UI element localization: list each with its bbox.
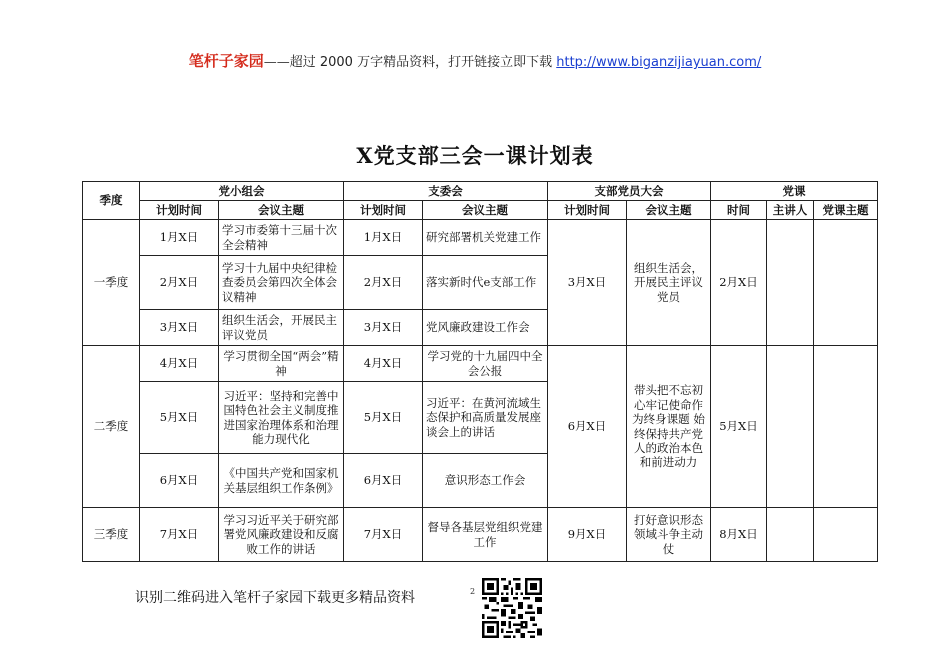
- group-time: 4月X日: [140, 346, 219, 382]
- group-topic: 学习习近平关于研究部署党风廉政建设和反腐败工作的讲话: [219, 508, 344, 562]
- banner-link[interactable]: http://www.biganzijiayuan.com/: [556, 55, 762, 70]
- committee-time: 4月X日: [344, 346, 423, 382]
- assembly-time: 6月X日: [548, 346, 627, 508]
- header-topic: 会议主题: [627, 201, 711, 220]
- committee-time: 1月X日: [344, 220, 423, 256]
- lesson-time: 8月X日: [711, 508, 767, 562]
- assembly-time: 9月X日: [548, 508, 627, 562]
- header-lesson-topic: 党课主题: [814, 201, 878, 220]
- group-time: 2月X日: [140, 256, 219, 310]
- committee-topic: 落实新时代e支部工作: [423, 256, 548, 310]
- header-plan-time: 计划时间: [140, 201, 219, 220]
- header-branch-committee: 支委会: [344, 182, 548, 201]
- header-party-lesson: 党课: [711, 182, 878, 201]
- document-title: X党支部三会一课计划表: [356, 143, 594, 168]
- lesson-time: 5月X日: [711, 346, 767, 508]
- header-party-group: 党小组会: [140, 182, 344, 201]
- header-speaker: 主讲人: [767, 201, 814, 220]
- committee-topic: 督导各基层党组织党建工作: [423, 508, 548, 562]
- lesson-speaker: [767, 220, 814, 346]
- table-row: [83, 346, 878, 382]
- group-time: 1月X日: [140, 220, 219, 256]
- group-time: 6月X日: [140, 454, 219, 508]
- assembly-topic: 带头把不忘初心牢记使命作为终身课题 始终保持共产党人的政治本色和前进动力: [627, 346, 711, 508]
- committee-topic: 意识形态工作会: [423, 454, 548, 508]
- committee-topic: 学习党的十九届四中全会公报: [423, 346, 548, 382]
- committee-time: 2月X日: [344, 256, 423, 310]
- table-row: [83, 508, 878, 562]
- committee-time: 5月X日: [344, 382, 423, 454]
- header-topic: 会议主题: [219, 201, 344, 220]
- group-topic: 组织生活会，开展民主评议党员: [219, 310, 344, 346]
- header-topic: 会议主题: [423, 201, 548, 220]
- lesson-speaker: [767, 346, 814, 508]
- table-row: [83, 220, 878, 256]
- header-season: 季度: [83, 182, 140, 220]
- group-topic: 学习市委第十三届十次全会精神: [219, 220, 344, 256]
- committee-topic: 研究部署机关党建工作: [423, 220, 548, 256]
- lesson-topic: [814, 508, 878, 562]
- committee-topic: 党风廉政建设工作会: [423, 310, 548, 346]
- brand-name: 笔杆子家园: [188, 52, 264, 70]
- header-plan-time: 计划时间: [548, 201, 627, 220]
- assembly-time: 3月X日: [548, 220, 627, 346]
- assembly-topic: 打好意识形态领域斗争主动仗: [627, 508, 711, 562]
- banner-dash: ——: [263, 55, 290, 70]
- footer-text: 识别二维码进入笔杆子家园下载更多精品资料: [135, 590, 415, 606]
- header-plan-time: 计划时间: [344, 201, 423, 220]
- qr-code-icon[interactable]: [482, 578, 542, 638]
- committee-topic: 习近平：在黄河流域生态保护和高质量发展座谈会上的讲话: [423, 382, 548, 454]
- banner-text: 超过 2000 万字精品资料，打开链接立即下载: [289, 55, 553, 70]
- header-branch-assembly: 支部党员大会: [548, 182, 711, 201]
- page-number: 2: [470, 587, 476, 596]
- assembly-topic: 组织生活会，开展民主评议党员: [627, 220, 711, 346]
- group-topic: 《中国共产党和国家机关基层组织工作条例》: [219, 454, 344, 508]
- plan-table: [82, 181, 878, 562]
- committee-time: 6月X日: [344, 454, 423, 508]
- season-cell: 一季度: [83, 220, 140, 346]
- season-cell: 二季度: [83, 346, 140, 508]
- lesson-topic: [814, 346, 878, 508]
- group-time: 7月X日: [140, 508, 219, 562]
- group-time: 5月X日: [140, 382, 219, 454]
- lesson-time: 2月X日: [711, 220, 767, 346]
- header-time: 时间: [711, 201, 767, 220]
- group-topic: 学习贯彻全国“两会”精神: [219, 346, 344, 382]
- lesson-topic: [814, 220, 878, 346]
- group-topic: 习近平：坚持和完善中国特色社会主义制度推进国家治理体系和治理能力现代化: [219, 382, 344, 454]
- committee-time: 7月X日: [344, 508, 423, 562]
- committee-time: 3月X日: [344, 310, 423, 346]
- header-banner: [0, 50, 950, 71]
- season-cell: 三季度: [83, 508, 140, 562]
- group-time: 3月X日: [140, 310, 219, 346]
- group-topic: 学习十九届中央纪律检查委员会第四次全体会议精神: [219, 256, 344, 310]
- lesson-speaker: [767, 508, 814, 562]
